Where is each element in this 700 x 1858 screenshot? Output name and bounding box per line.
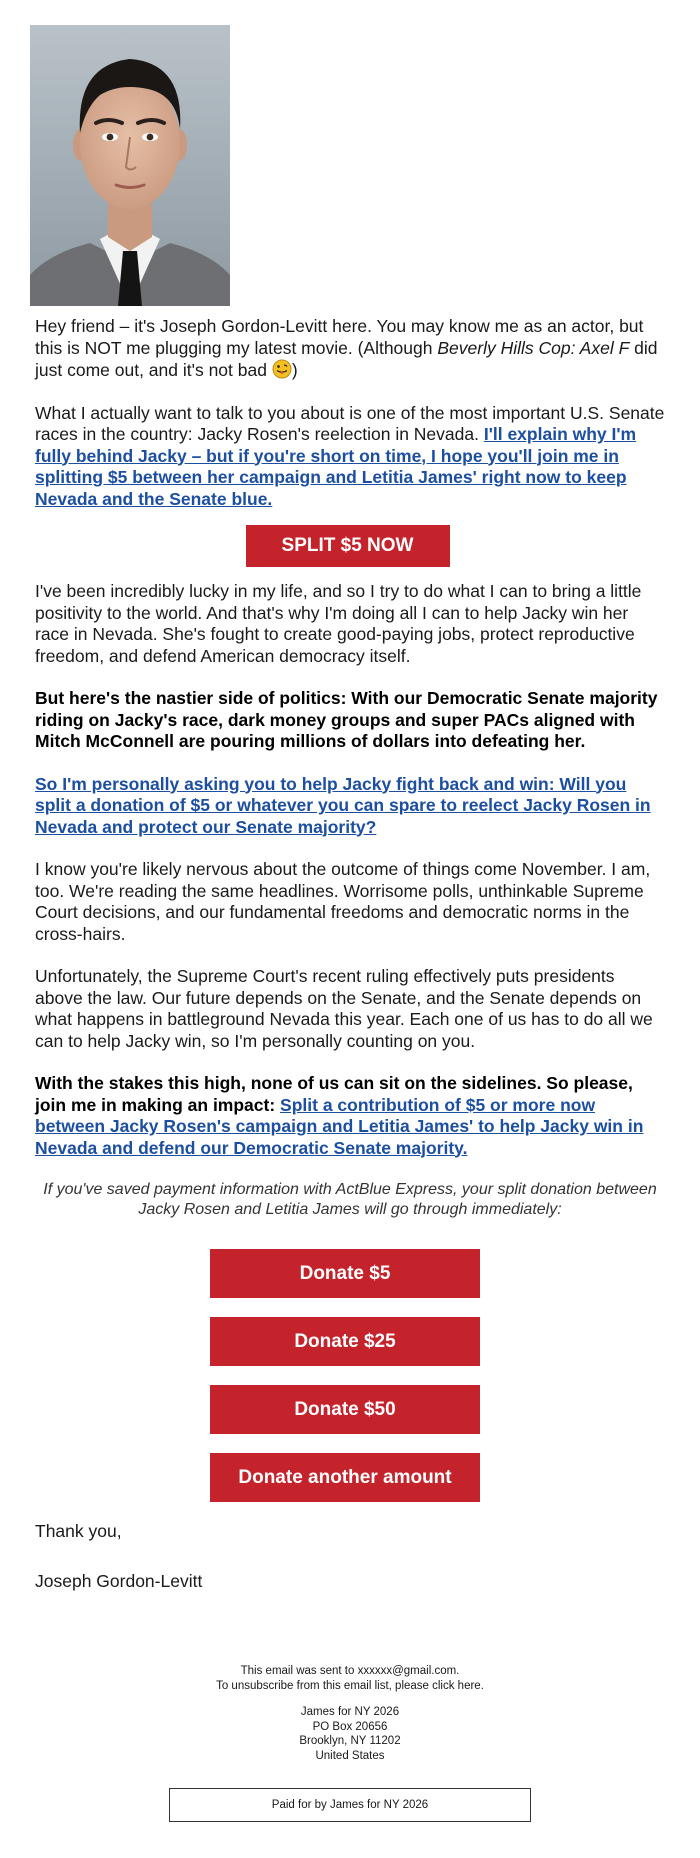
email-footer bbox=[0, 1664, 700, 1822]
stakes-paragraph bbox=[35, 1073, 665, 1159]
split-contribution-link[interactable]: Split a contribution of $5 or more now between Jacky Rosen's campaign and Letitia James' to help Jacky win in Nevada and defend our Democratic Senate majority. bbox=[35, 1094, 644, 1158]
donate-25-button[interactable]: Donate $25 bbox=[210, 1317, 480, 1366]
tongue-out-emoji-icon bbox=[272, 359, 292, 379]
portrait-illustration bbox=[30, 25, 230, 306]
sent-to-suffix: . bbox=[456, 1665, 460, 1677]
intro-text: Hey friend – it's Joseph Gordon-Levitt here. You may know me as an actor, but this is NOT me plugging my latest movie. (Although bbox=[35, 316, 644, 358]
senate-race-text: What I actually want to talk to you about is one of the most important U.S. Senate races in the country: Jacky Rosen's reelection in Nevada. bbox=[35, 402, 665, 444]
stakes-text: With the stakes this high, none of us can sit on the sidelines. So please, join me in making an impact: bbox=[35, 1073, 633, 1115]
signature-name: Joseph Gordon-Levitt bbox=[35, 1570, 203, 1591]
supreme-court-paragraph: Unfortunately, the Supreme Court's recent ruling effectively puts presidents above the law. Our future depends on the Senate, and the Senate depends on what happens in battleground Nevada this year. Each one of us has to do all we can to help Jacky win, so I'm personally counting on you. bbox=[35, 966, 653, 1051]
address-line: James for NY 2026 bbox=[300, 1706, 400, 1718]
thanks-text: Thank you, bbox=[35, 1521, 122, 1541]
address-line: PO Box 20656 bbox=[312, 1720, 388, 1733]
signoff bbox=[35, 1521, 665, 1592]
split-cta-row bbox=[35, 525, 665, 567]
paid-for-disclaimer: Paid for by James for NY 2026 bbox=[169, 1788, 531, 1822]
senate-race-paragraph bbox=[35, 403, 665, 511]
recipient-email: xxxxxx@gmail.com bbox=[357, 1665, 457, 1677]
sent-to-prefix: This email was sent to bbox=[240, 1665, 358, 1677]
address-line: United States bbox=[315, 1749, 385, 1762]
donate-50-button[interactable]: Donate $50 bbox=[210, 1385, 480, 1434]
actblue-express-note: If you've saved payment information with ActBlue Express, your split donation between Jacky Rosen and Letitia James will go through immediately: bbox=[43, 1181, 657, 1218]
lucky-paragraph: I've been incredibly lucky in my life, and so I try to do what I can to bring a little positivity to the world. And that's why I'm doing all I can to help Jacky win her race in Nevada. She's fought to create good-paying jobs, protect reproductive freedom, and defend American democracy itself. bbox=[35, 581, 642, 666]
donate-other-amount-button[interactable]: Donate another amount bbox=[210, 1453, 480, 1502]
letter-content bbox=[35, 316, 665, 1620]
nastier-side-paragraph: But here's the nastier side of politics: With our Democratic Senate majority riding on Jacky's race, dark money groups and super PACs aligned with Mitch McConnell are pouring millions of dollars into defeating her. bbox=[35, 688, 658, 751]
address-line: Brooklyn, NY 11202 bbox=[299, 1735, 401, 1747]
intro-text-continued: did just come out, and it's not bad bbox=[35, 337, 658, 380]
personal-ask-link[interactable]: So I'm personally asking you to help Jacky fight back and win: Will you split a donation of $5 or whatever you can spare to reelect Jacky Rosen in Nevada and protect our Senate majority? bbox=[35, 773, 651, 837]
split-donation-link[interactable]: I'll explain why I'm fully behind Jacky – but if you're short on time, I hope you'll join me in splitting $5 between her campaign and Letitia James' right now to keep Nevada and the Senate blue. bbox=[35, 424, 637, 509]
donate-button-list bbox=[210, 1249, 480, 1502]
mailing-address bbox=[0, 1705, 700, 1763]
intro-text-end: ) bbox=[291, 360, 298, 380]
split-5-now-button[interactable]: SPLIT $5 NOW bbox=[246, 525, 450, 567]
unsubscribe-link[interactable]: To unsubscribe from this email list, please click here. bbox=[216, 1679, 484, 1692]
portrait-photo bbox=[30, 25, 230, 306]
donate-5-button[interactable]: Donate $5 bbox=[210, 1249, 480, 1298]
movie-title: Beverly Hills Cop: Axel F bbox=[437, 337, 630, 358]
nervous-paragraph: I know you're likely nervous about the outcome of things come November. I am, too. We're reading the same headlines. Worrisome polls, unthinkable Supreme Court decisions, and our fundamental freedoms and democratic norms in the cross-hairs. bbox=[35, 859, 651, 944]
personal-ask-paragraph bbox=[35, 774, 665, 839]
sent-to-line bbox=[0, 1664, 700, 1679]
intro-paragraph bbox=[35, 316, 665, 382]
